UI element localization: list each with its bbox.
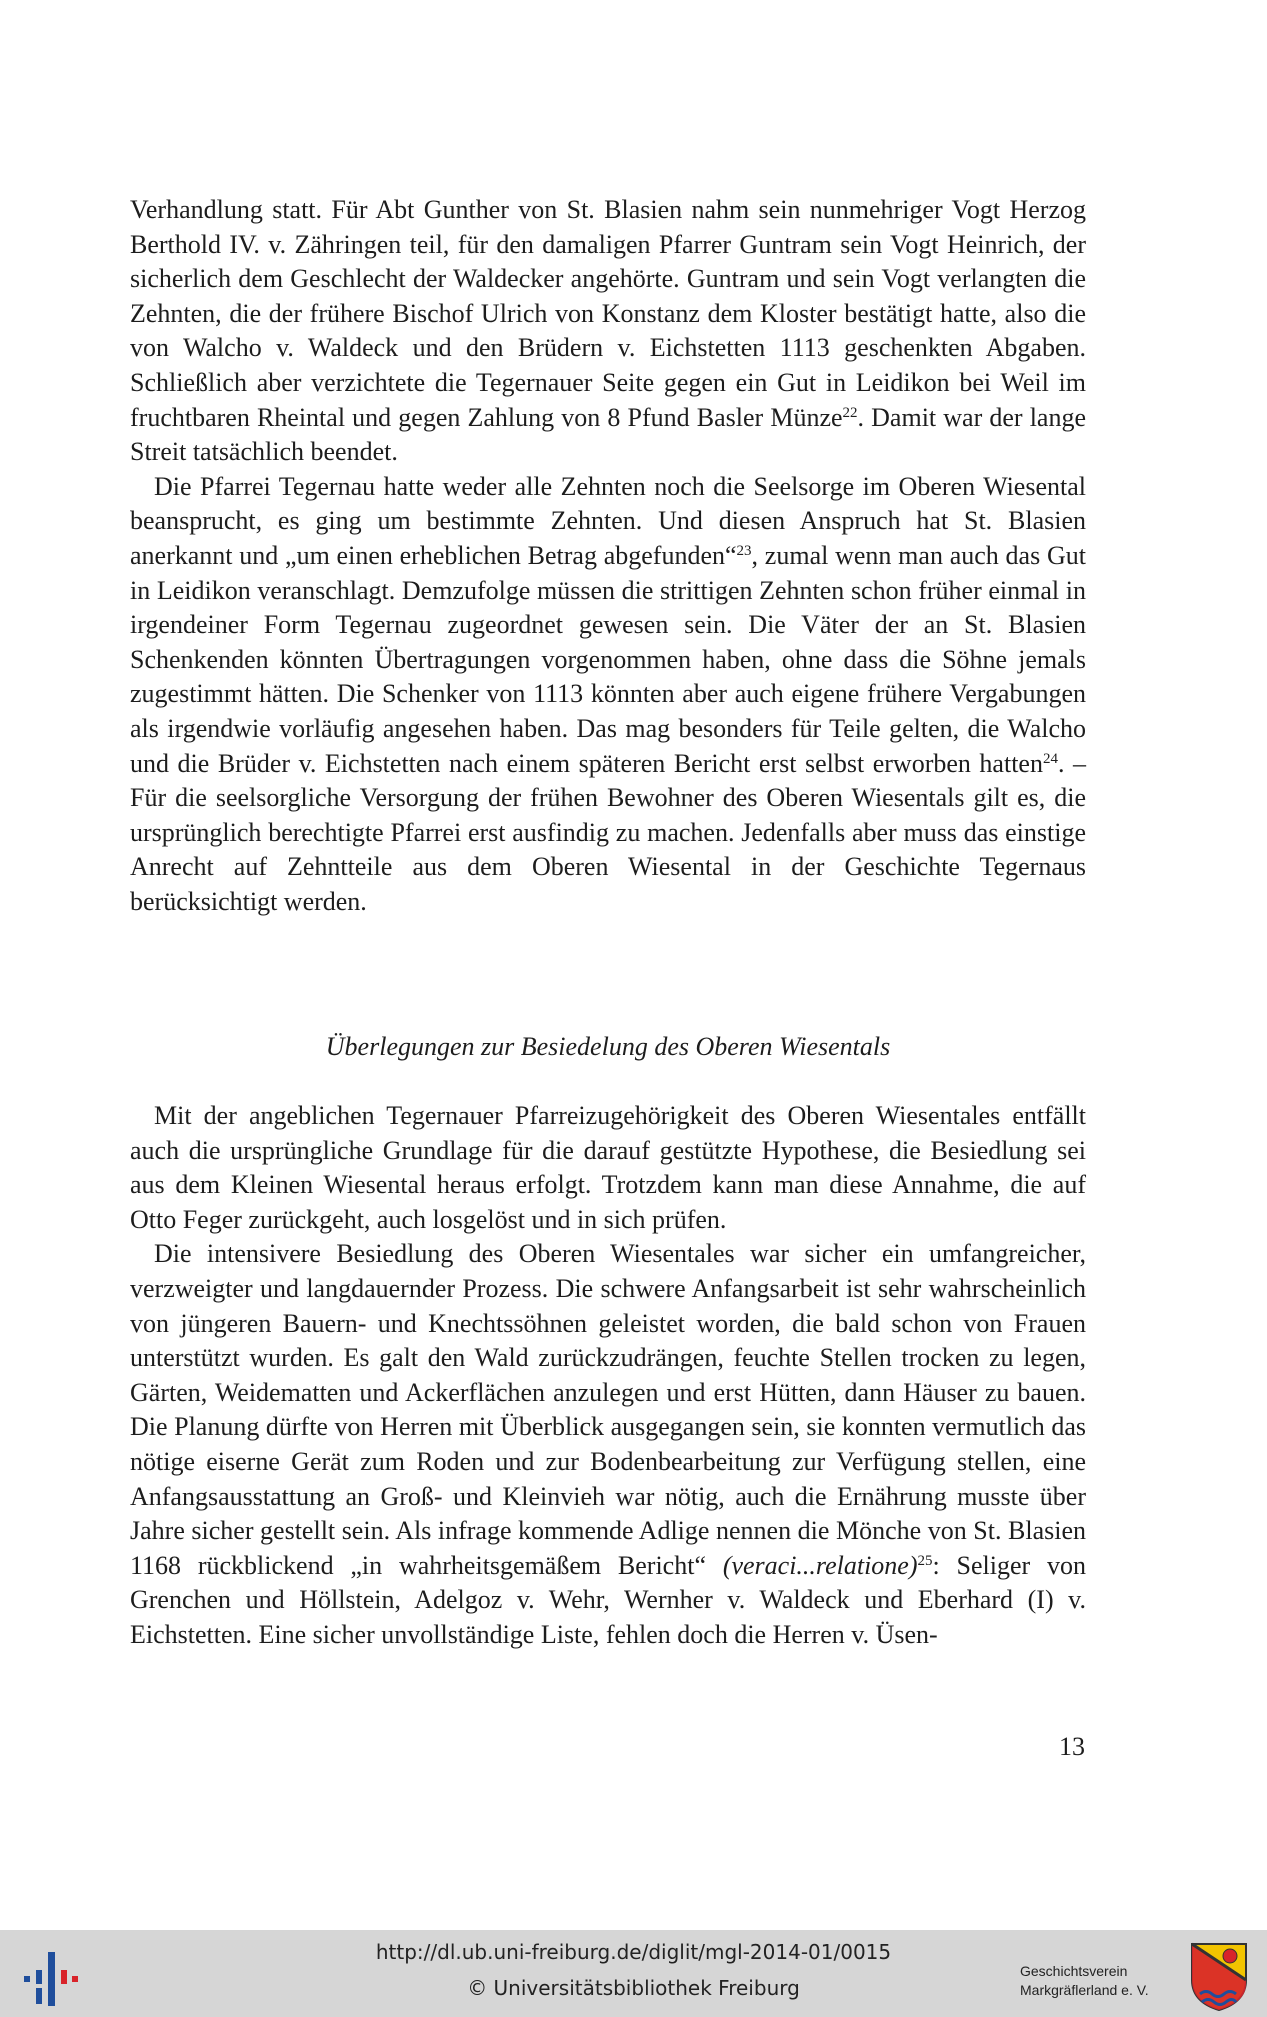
latin-quote: (veraci...relatione): [722, 1550, 918, 1580]
society-line-1: Geschichtsverein: [1020, 1963, 1128, 1979]
footnote-ref-22[interactable]: 22: [842, 404, 858, 421]
footnote-ref-23[interactable]: 23: [736, 542, 752, 559]
body-text-top: [130, 193, 1086, 919]
paragraph-4: Die intensivere Besiedlung des Oberen Wiesentales war sicher ein umfangreicher, verzweigter und langdauernder Prozess. Die schwere Anfangsarbeit ist sehr wahrscheinlich von jüngeren Bauern- und Knechtssöhnen geleistet worden, die bald schon von Frauen unterstützt wurden. Es galt den Wald zurückzudrängen, feuchte Stellen trocken zu legen, Gärten, Weidematten und Ackerflächen anzulegen und erst Hütten, dann Häuser zu bauen. Die Planung dürfte von Herren mit Überblick ausgegangen sein, sie konnten vermutlich das nötige eiserne Gerät zum Roden und zur Bodenbearbeitung zur Verfügung stellen, eine Anfangsausstattung an Groß- und Kleinvieh war nötig, auch die Ernährung musste über Jahre sicher gestellt sein. Als infrage kommende Adlige nennen die Mönche von St. Blasien 1168 rückblickend „in wahrheitsgemäßem Bericht“ (veraci...relatione)$^{25}$: Seliger von Grenchen und Höllstein, Adelgoz v. Wehr, Wernher v. Waldeck und Eberhard (I) v. Eichstetten. Eine sicher unvollständige Liste, fehlen doch die Herren v. Üsen-: [130, 1239, 1086, 1649]
society-crest-icon[interactable]: [1188, 1940, 1250, 2012]
paragraph-2: Die Pfarrei Tegernau hatte weder alle Zehnten noch die Seelsorge im Oberen Wiesental beansprucht, es ging um bestimmte Zehnten. Und diesen Anspruch hat St. Blasien anerkannt und „um einen erheblichen Betrag abgefunden“$^{23}$, zumal wenn man auch das Gut in Leidikon veranschlagt. Demzufolge müssen die strittigen Zehnten schon früher einmal in irgendeiner Form Tegernau zugeordnet gewesen sein. Die Väter der an St. Blasien Schenkenden könnten Übertragungen vorgenommen haben, ohne dass die Söhne jemals zugestimmt hätten. Die Schenker von 1113 könnten aber auch eigene frühere Vergabungen als irgendwie vorläufig angesehen haben. Das mag besonders für Teile gelten, die Walcho und die Brüder v. Eichstetten nach einem späteren Bericht erst selbst erworben hatten$^{24}$. – Für die seelsorgliche Versorgung der frühen Bewohner des Oberen Wiesentals gilt es, die ursprünglich berechtigte Pfarrei erst ausfindig zu machen. Jedenfalls aber muss das einstige Anrecht auf Zehntteile aus dem Oberen Wiesental in der Geschichte Tegernaus berücksichtigt werden.: [130, 471, 1087, 916]
footnote-ref-24[interactable]: 24: [1042, 750, 1058, 767]
permalink-url: [0, 1940, 1267, 1964]
copyright-text: © Universitätsbibliothek Freiburg: [467, 1976, 800, 2000]
section-heading: Überlegungen zur Besiedelung des Oberen Wiesentals: [325, 1032, 891, 1061]
body-text-bottom: [130, 1099, 1086, 1653]
society-line-2: Markgräflerland e. V.: [1020, 1982, 1149, 1998]
footnote-ref-25[interactable]: 25: [917, 1552, 933, 1569]
society-name: [1020, 1962, 1180, 2000]
paragraph-3: Mit der angeblichen Tegernauer Pfarreizugehörigkeit des Oberen Wiesentales entfällt auch die ursprüngliche Grundlage für die darauf gestützte Hypothese, die Besiedlung sei aus dem Kleinen Wiesental heraus erfolgt. Trotzdem kann man diese Annahme, die auf Otto Feger zurückgeht, auch losgelöst und in sich prüfen.: [130, 1101, 1086, 1234]
permalink-link[interactable]: http://dl.ub.uni-freiburg.de/diglit/mgl-2014-01/0015: [375, 1940, 892, 1964]
page-number: 13: [1059, 1732, 1085, 1761]
footer-bar: [0, 1930, 1267, 2017]
paragraph-1: Verhandlung statt. Für Abt Gunther von St. Blasien nahm sein nunmehriger Vogt Herzog Berthold IV. v. Zähringen teil, für den damaligen Pfarrer Guntram sein Vogt Heinrich, der sicherlich dem Geschlecht der Waldecker angehörte. Guntram und sein Vogt verlangten die Zehnten, die der frühere Bischof Ulrich von Konstanz dem Kloster bestätigt hatte, also die von Walcho v. Waldeck und den Brüdern v. Eichstetten 1113 geschenkten Abgaben. Schließlich aber verzichtete die Tegernauer Seite gegen ein Gut in Leidikon bei Weil im fruchtbaren Rheintal und gegen Zahlung von 8 Pfund Basler Münze$^{22}$. Damit war der lange Streit tatsächlich beendet.: [130, 195, 1087, 467]
